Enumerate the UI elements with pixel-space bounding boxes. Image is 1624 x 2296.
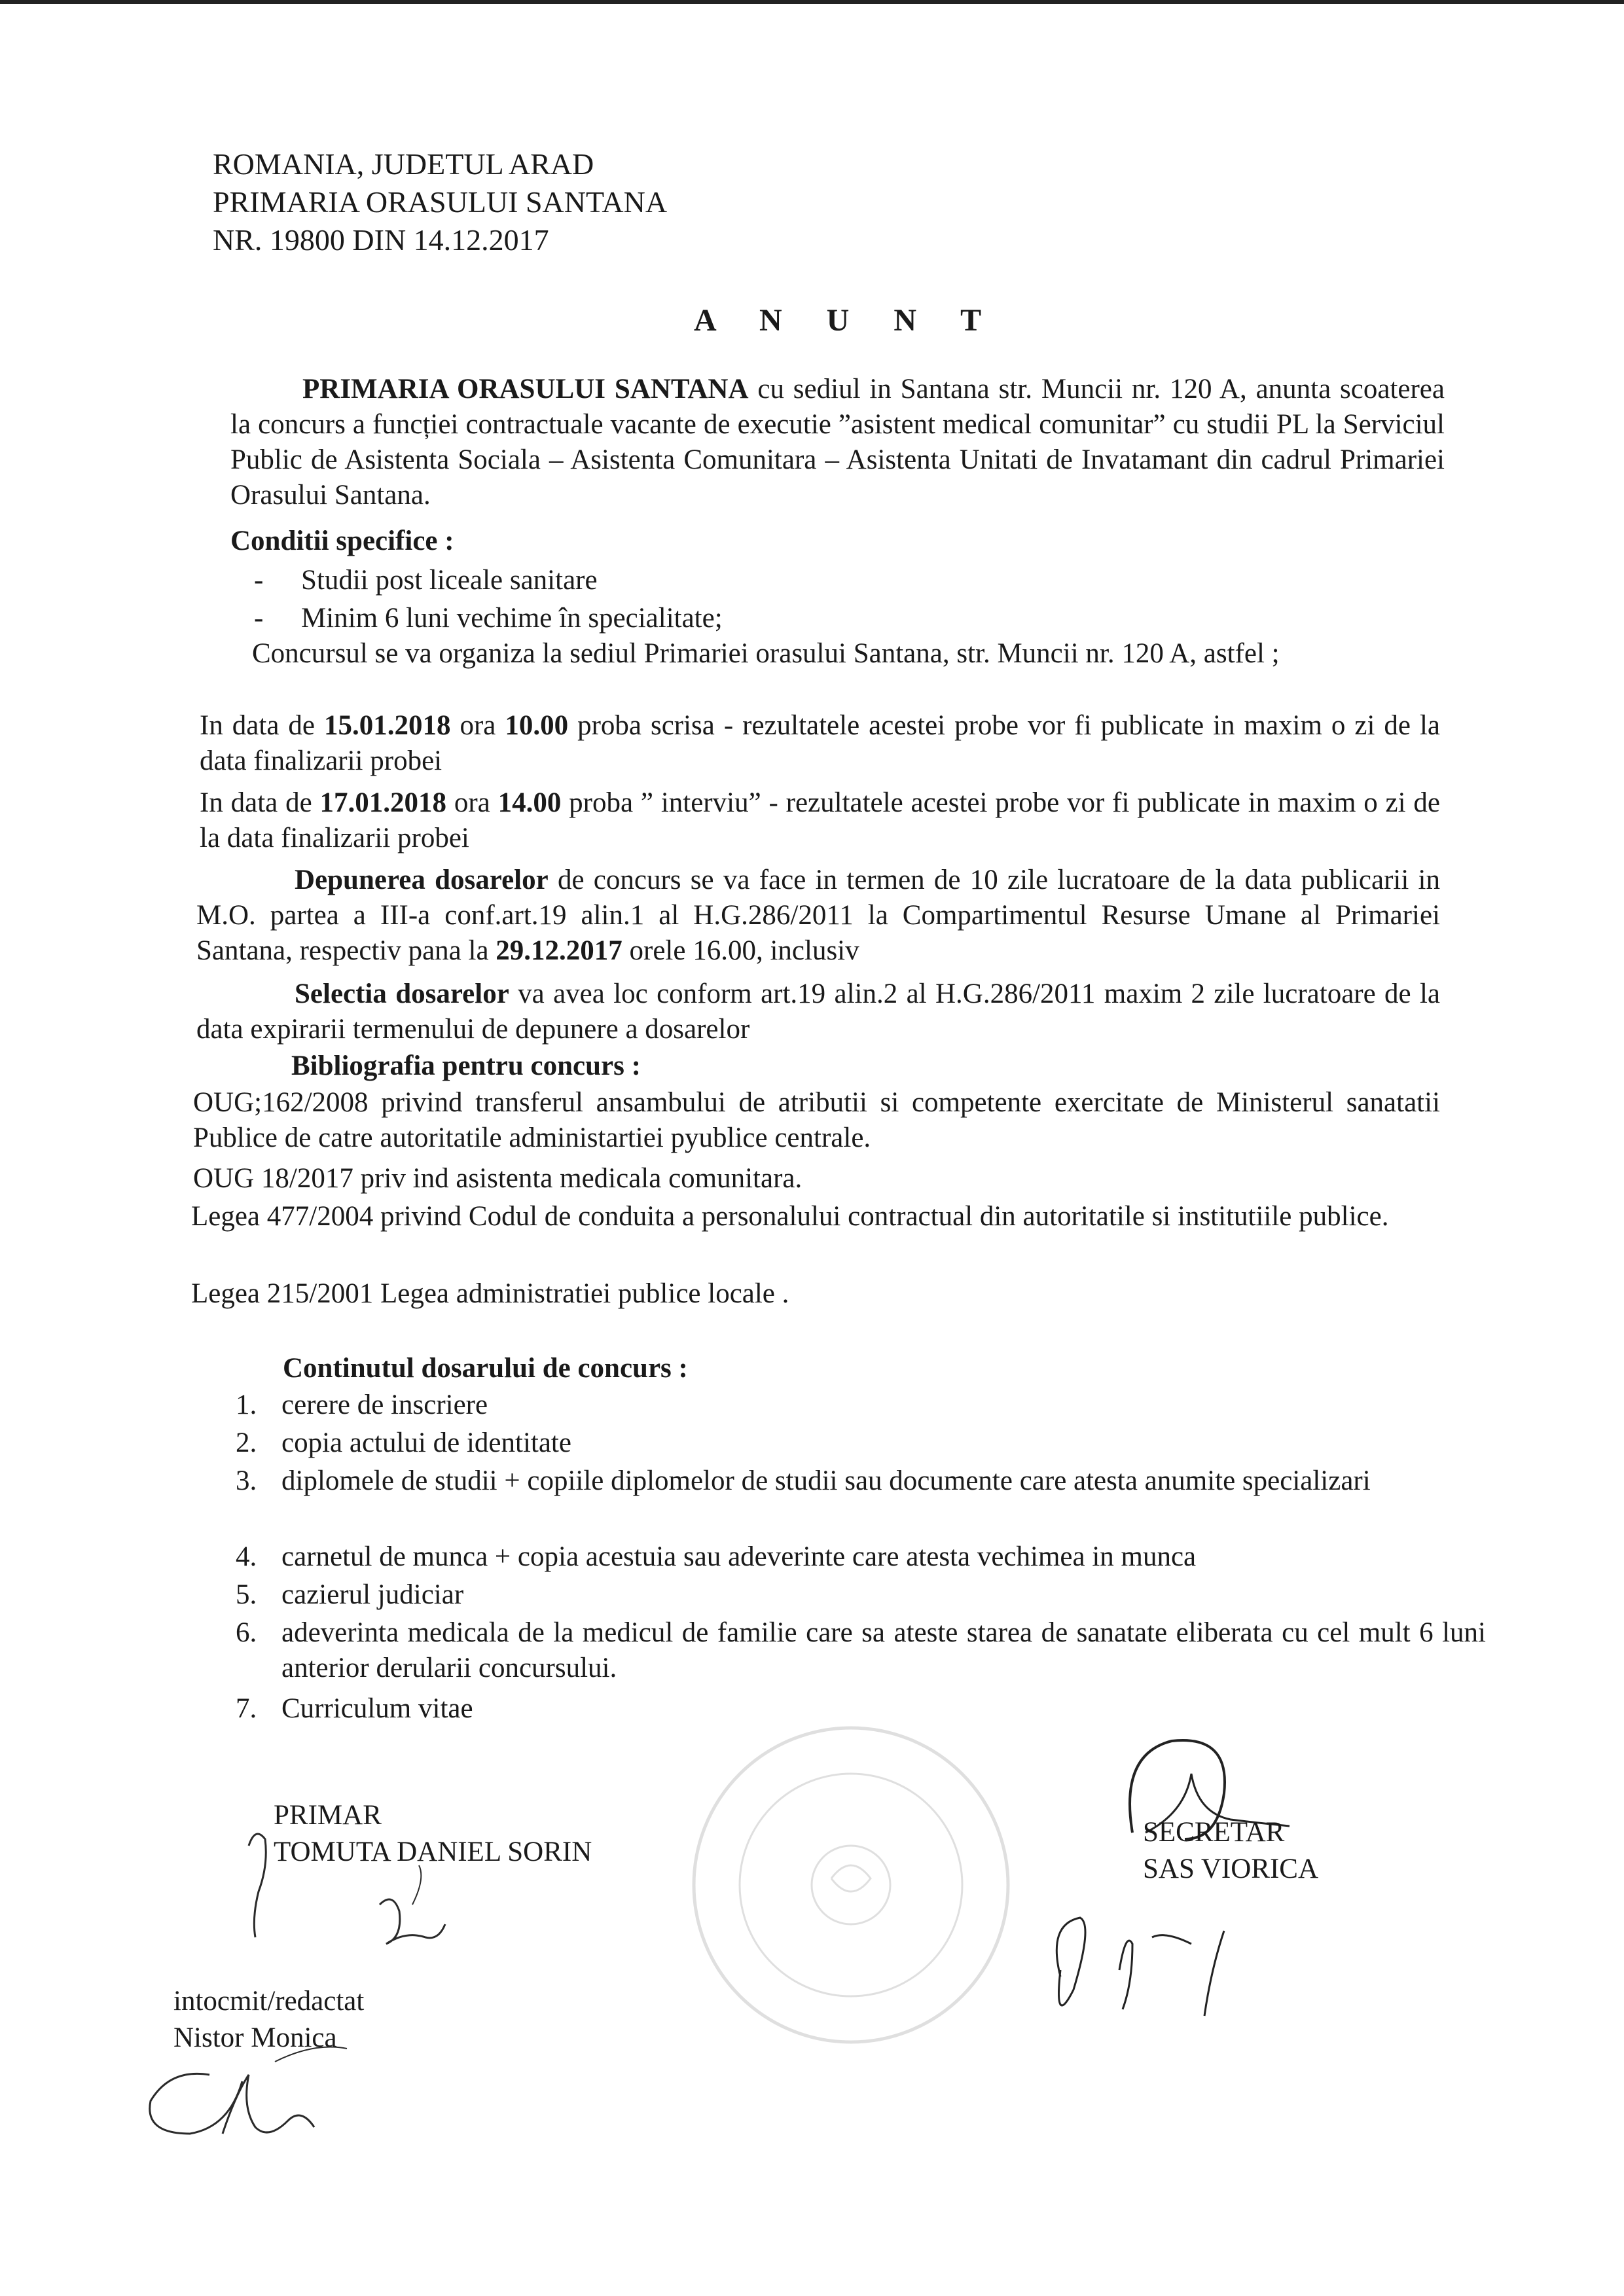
mayor-name: TOMUTA DANIEL SORIN: [274, 1837, 592, 1867]
drafted-name: Nistor Monica: [173, 2022, 337, 2053]
exam-interview-paragraph: [200, 785, 1440, 856]
dossier-heading: Continutul dosarului de concurs :: [283, 1353, 688, 1384]
selection-paragraph: [196, 977, 1440, 1047]
selection-text: va avea loc conform art.19 alin.2 al H.G.286/2011 maxim 2 zile lucratoare de la data expirarii termenului de depunere a dosarelor: [196, 978, 1440, 1045]
dossier-list-item: [236, 1691, 473, 1727]
bibliography-item: Legea 215/2001 Legea administratiei publice locale .: [191, 1278, 789, 1309]
exam-mid: ora: [446, 787, 498, 818]
document-header: [213, 145, 667, 259]
secretary-title: SECRETAR: [1143, 1817, 1285, 1848]
item-number: 3.: [236, 1465, 257, 1496]
deposit-text-end: orele 16.00, inclusiv: [622, 935, 859, 966]
item-number: 6.: [236, 1617, 257, 1648]
conditions-heading: Conditii specifice :: [230, 526, 454, 556]
exam-written-paragraph: [200, 708, 1440, 779]
exam-mid: ora: [450, 710, 505, 741]
document-title: A N U N T: [694, 303, 1000, 338]
exam-date: 17.01.2018: [319, 787, 447, 818]
secretary-name: SAS VIORICA: [1143, 1854, 1319, 1884]
institution-name: PRIMARIA ORASULUI SANTANA: [302, 374, 749, 404]
item-text: diplomele de studii + copiile diplomelor de studii sau documente care atesta anumite specializari: [281, 1465, 1371, 1496]
dossier-list-item: [236, 1388, 488, 1423]
bibliography-item: OUG 18/2017 priv ind asistenta medicala comunitara.: [193, 1163, 803, 1194]
item-number: 7.: [236, 1693, 257, 1724]
list-dash: -: [254, 603, 264, 634]
item-number: 1.: [236, 1390, 257, 1420]
item-text: carnetul de munca + copia acestuia sau adeverinte care atesta vechimea in munca: [281, 1541, 1197, 1572]
item-text: cazierul judiciar: [281, 1579, 464, 1610]
intro-text: cu sediul in Santana str. Muncii nr. 120 A, anunta scoaterea la concurs a funcției contractuale vacante de executie ”asistent medical comunitar” cu studii PL la Serviciul Public de Asistenta Sociala – Asistenta Comunitara – Asistenta Unitati de Invatamant din cadrul Primariei Orasului Santana.: [230, 374, 1445, 511]
deposit-heading: Depunerea dosarelor: [295, 865, 549, 895]
exam-text: proba ” interviu” - rezultatele acestei probe vor fi publicate in maxim o zi de la data finalizarii probei: [200, 787, 1440, 853]
selection-heading: Selectia dosarelor: [295, 978, 509, 1009]
exam-location-paragraph: Concursul se va organiza la sediul Primariei orasului Santana, str. Muncii nr. 120 A, astfel ;: [252, 638, 1280, 669]
exam-hour: 10.00: [505, 710, 569, 741]
intro-paragraph: [230, 372, 1445, 513]
header-line-county: ROMANIA, JUDETUL ARAD: [213, 147, 594, 181]
dossier-list-item: [236, 1426, 571, 1461]
dossier-list-item: [236, 1577, 463, 1613]
exam-date: 15.01.2018: [323, 710, 451, 741]
deposit-text: de concurs se va face in termen de 10 zile lucratoare de la data publicarii in M.O. partea a III-a conf.art.19 alin.1 al H.G.286/2011 la Compartimentul Resurse Umane al Primariei Santana, respectiv pana la: [196, 865, 1440, 966]
exam-hour: 14.00: [497, 787, 562, 818]
bibliography-heading: Bibliografia pentru concurs :: [291, 1050, 641, 1081]
exam-prefix: In data de: [200, 710, 324, 741]
condition-text: Studii post liceale sanitare: [301, 565, 598, 596]
item-text: Curriculum vitae: [281, 1693, 473, 1724]
item-number: 5.: [236, 1579, 257, 1610]
item-number: 2.: [236, 1427, 257, 1458]
condition-text: Minim 6 luni vechime în specialitate;: [301, 603, 723, 634]
drafted-label: intocmit/redactat: [173, 1986, 365, 2017]
dossier-list-item: [236, 1463, 1486, 1499]
header-line-city-hall: PRIMARIA ORASULUI SANTANA: [213, 185, 668, 219]
item-text: cerere de inscriere: [281, 1390, 488, 1420]
mayor-title: PRIMAR: [274, 1800, 382, 1831]
item-number: 4.: [236, 1541, 257, 1572]
scan-top-edge: [0, 0, 1624, 4]
deposit-paragraph: [196, 863, 1440, 969]
condition-item: [254, 601, 723, 636]
dossier-list-item: [236, 1539, 1196, 1575]
bibliography-item: Legea 477/2004 privind Codul de conduita a personalului contractual din autoritatile si institutiile publice.: [191, 1201, 1389, 1232]
deposit-deadline: 29.12.2017: [496, 935, 623, 966]
item-text: adeverinta medicala de la medicul de familie care sa ateste starea de sanatate eliberata cu cel mult 6 luni anterior derularii concursului.: [281, 1617, 1486, 1683]
header-line-registration-number: NR. 19800 DIN 14.12.2017: [213, 223, 549, 257]
secretary-signature-block: [1143, 1814, 1318, 1888]
item-text: copia actului de identitate: [281, 1427, 571, 1458]
bibliography-item: OUG;162/2008 privind transferul ansambului de atributii si competente exercitate de Ministerul sanatatii Publice de catre autoritatile administartiei pyublice centrale.: [193, 1087, 1440, 1153]
condition-item: [254, 563, 598, 598]
drafter-signature-icon: [124, 2036, 399, 2193]
dossier-list-item: [236, 1615, 1486, 1686]
list-dash: -: [254, 565, 264, 596]
exam-text: proba scrisa - rezultatele acestei probe vor fi publicate in maxim o zi de la data finalizarii probei: [200, 710, 1441, 776]
mayor-signature-icon: [223, 1806, 497, 1977]
exam-prefix: In data de: [200, 787, 320, 818]
